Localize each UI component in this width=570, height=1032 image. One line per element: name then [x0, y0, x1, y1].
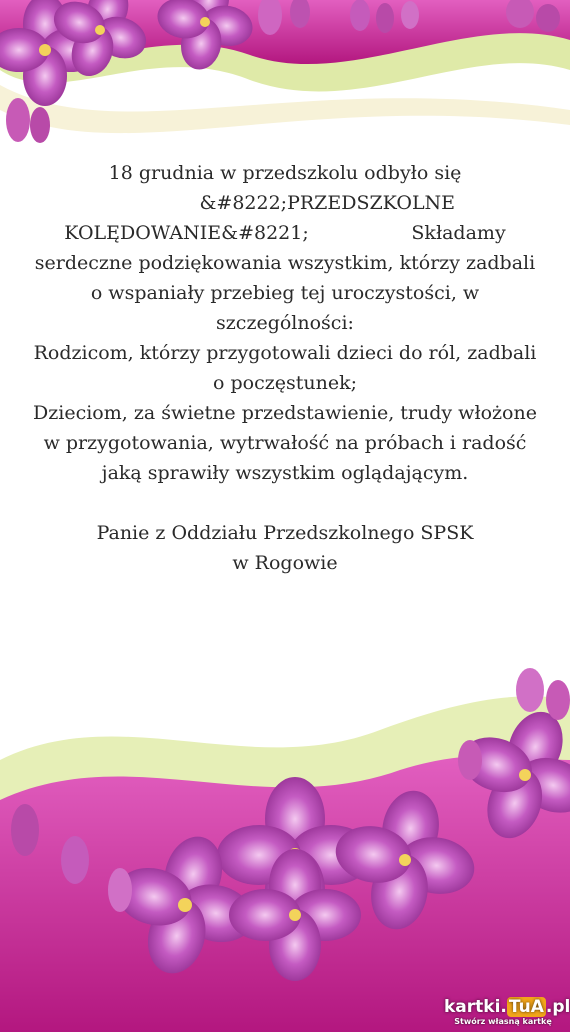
message-line-date: 18 grudnia w przedszkolu odbyło się — [108, 162, 462, 184]
signature-line: Panie z Oddziału Przedszkolnego SPSK — [96, 522, 474, 544]
logo-suffix: .pl — [545, 997, 570, 1017]
signature-place: w Rogowie — [232, 552, 338, 574]
logo-tagline: Stwórz własną kartkę — [454, 1017, 552, 1026]
site-logo[interactable] — [444, 997, 570, 1026]
message-line-thanks: KOLĘDOWANIE&#8221; Składamy serdeczne podziękowania wszystkim, którzy zadbali o wspaniały przebieg tej uroczystości, w szczególności: — [34, 222, 542, 334]
card-message — [30, 158, 540, 578]
message-line-event: &#8222;PRZEDSZKOLNE — [114, 192, 456, 214]
message-line-parents: Rodzicom, którzy przygotowali dzieci do ról, zadbali o poczęstunek; — [33, 342, 537, 394]
message-line-children: Dzieciom, za świetne przedstawienie, trudy włożone w przygotowania, wytrwałość na próbach i radość jaką sprawiły wszystkim oglądającym. — [33, 402, 537, 484]
spacer — [30, 488, 540, 518]
logo-tu: TuA — [508, 997, 544, 1017]
logo-brand — [444, 997, 570, 1017]
top-wave-white — [0, 85, 570, 133]
logo-prefix: kartki. — [444, 997, 507, 1017]
